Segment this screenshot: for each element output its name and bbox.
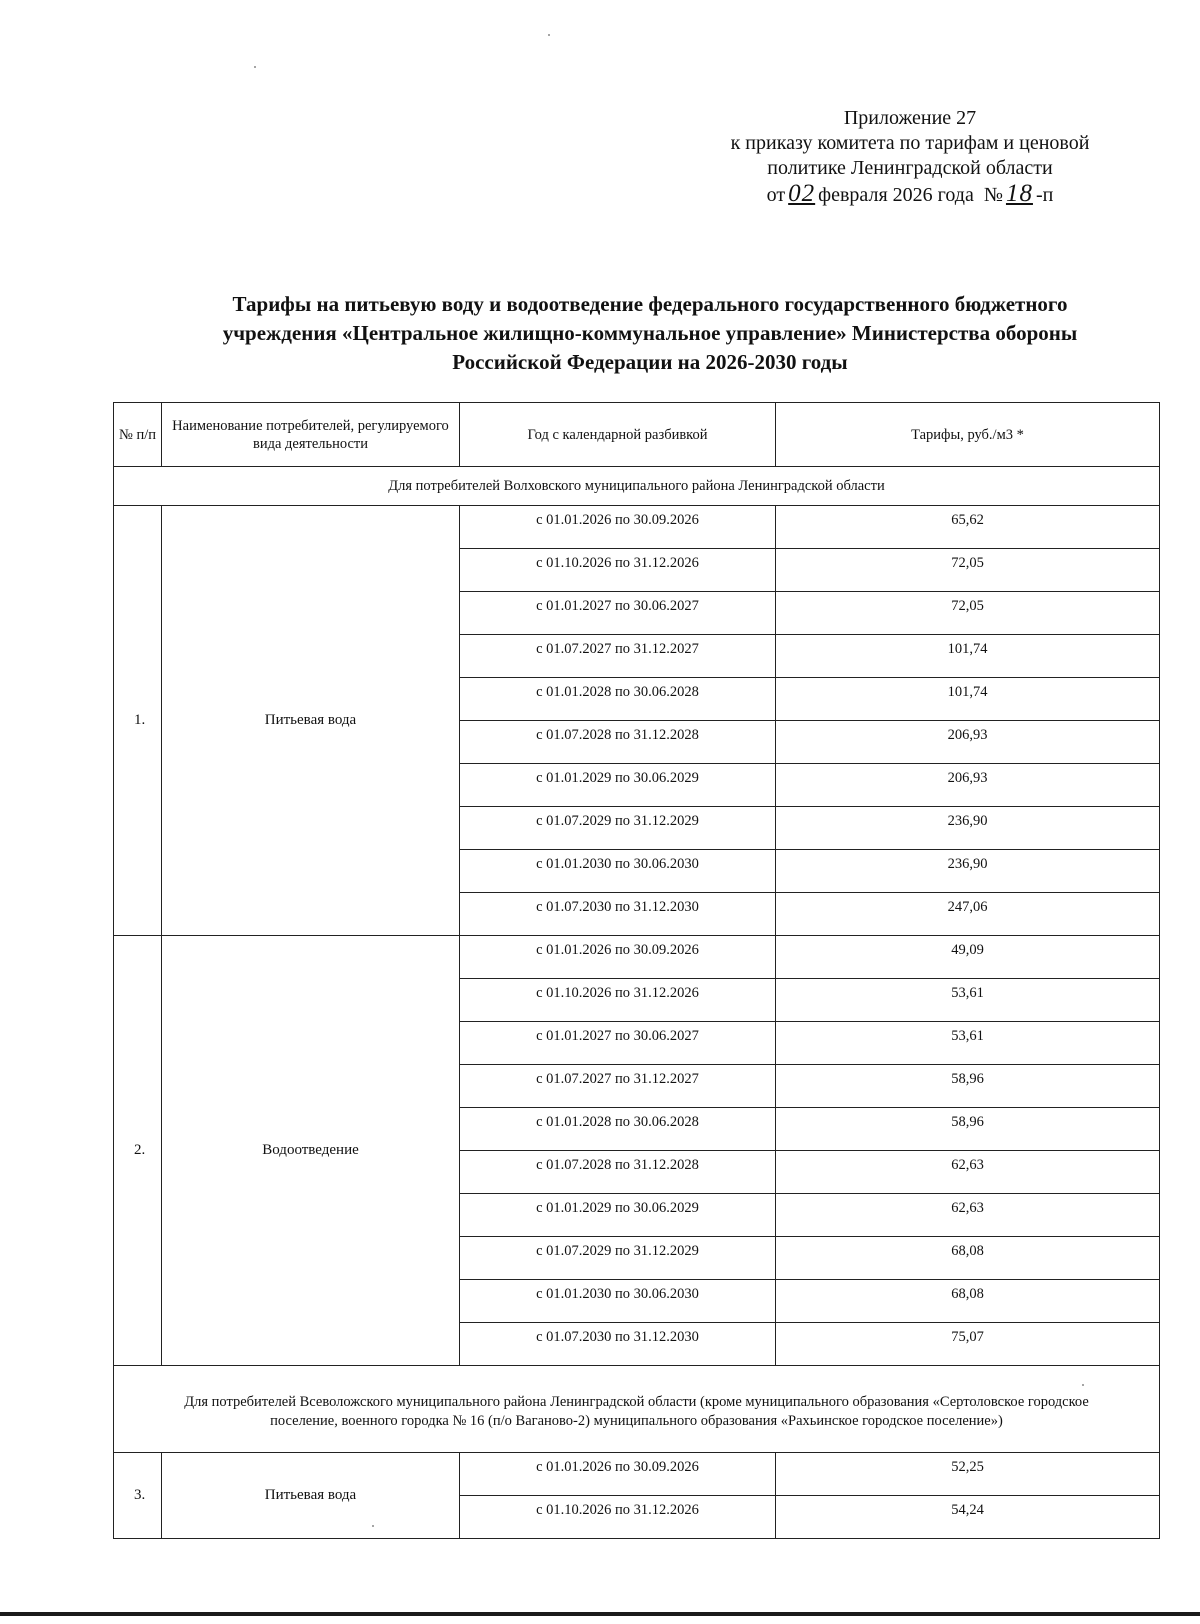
tariff-value-cell: 49,09 (776, 936, 1160, 979)
period-cell: с 01.07.2028 по 31.12.2028 (460, 1151, 776, 1194)
tariff-value-cell: 236,90 (776, 850, 1160, 893)
item-name: Питьевая вода (162, 506, 460, 936)
tariff-value-cell: 72,05 (776, 592, 1160, 635)
annex-line1: Приложение 27 (843, 107, 977, 129)
table-row (114, 936, 1160, 979)
item-number: 3. (114, 1453, 162, 1539)
handwritten-number: 18 (1005, 180, 1033, 207)
title-line3: Российской Федерации на 2026-2030 годы (452, 350, 848, 374)
group-row-vsevolozhsk (114, 1366, 1160, 1453)
month-year: февраля 2026 года (818, 184, 974, 206)
title-line1: Тарифы на питьевую воду и водоотведение федерального государственного бюджетного (232, 292, 1068, 316)
period-cell: с 01.07.2028 по 31.12.2028 (460, 721, 776, 764)
tariff-value-cell: 62,63 (776, 1194, 1160, 1237)
period-cell: с 01.10.2026 по 31.12.2026 (460, 549, 776, 592)
tariff-value-cell: 206,93 (776, 721, 1160, 764)
tariff-value-cell: 53,61 (776, 1022, 1160, 1065)
header-num: № п/п (114, 403, 162, 467)
period-cell: с 01.01.2029 по 30.06.2029 (460, 1194, 776, 1237)
item-number: 1. (114, 506, 162, 936)
tariff-value-cell: 68,08 (776, 1237, 1160, 1280)
item-number: 2. (114, 936, 162, 1366)
tariff-value-cell: 206,93 (776, 764, 1160, 807)
group-label: Для потребителей Всеволожского муниципального района Ленинградской области (кроме муниципального образования «Сертоловское городское поселение, военного городка № 16 (п/о Ваганово-2) муниципального образования «Рахьинское городское поселение») (114, 1366, 1160, 1453)
header-tariff: Тарифы, руб./м3 * (776, 403, 1160, 467)
period-cell: с 01.07.2030 по 31.12.2030 (460, 893, 776, 936)
tariff-value-cell: 75,07 (776, 1323, 1160, 1366)
annex-block (640, 106, 1180, 208)
tariff-value-cell: 68,08 (776, 1280, 1160, 1323)
number-suffix: -п (1035, 184, 1054, 206)
header-name: Наименование потребителей, регулируемого вида деятельности (162, 403, 460, 467)
period-cell: с 01.01.2026 по 30.09.2026 (460, 1453, 776, 1496)
item-name: Питьевая вода (162, 1453, 460, 1539)
table-row (114, 1453, 1160, 1496)
tariff-value-cell: 247,06 (776, 893, 1160, 936)
number-prefix: № (983, 184, 1003, 206)
tariff-value-cell: 58,96 (776, 1065, 1160, 1108)
annex-date-line (640, 181, 1180, 208)
period-cell: с 01.01.2027 по 30.06.2027 (460, 1022, 776, 1065)
group-label: Для потребителей Волховского муниципального района Ленинградской области (114, 467, 1160, 506)
scan-speck (1082, 1384, 1084, 1386)
tariff-value-cell: 101,74 (776, 678, 1160, 721)
table-row (114, 506, 1160, 549)
annex-line3: политике Ленинградской области (767, 157, 1053, 179)
scan-edge-line (0, 1612, 1200, 1616)
period-cell: с 01.07.2029 по 31.12.2029 (460, 1237, 776, 1280)
title-line2: учреждения «Центральное жилищно-коммунальное управление» Министерства обороны (222, 321, 1078, 345)
period-cell: с 01.01.2030 по 30.06.2030 (460, 850, 776, 893)
period-cell: с 01.01.2026 по 30.09.2026 (460, 506, 776, 549)
tariff-value-cell: 58,96 (776, 1108, 1160, 1151)
tariff-value-cell: 236,90 (776, 807, 1160, 850)
tariff-table (113, 402, 1160, 1539)
tariff-value-cell: 72,05 (776, 549, 1160, 592)
tariff-value-cell: 101,74 (776, 635, 1160, 678)
period-cell: с 01.01.2028 по 30.06.2028 (460, 1108, 776, 1151)
period-cell: с 01.01.2029 по 30.06.2029 (460, 764, 776, 807)
scan-speck (372, 1525, 374, 1527)
period-cell: с 01.10.2026 по 31.12.2026 (460, 1496, 776, 1539)
period-cell: с 01.01.2027 по 30.06.2027 (460, 592, 776, 635)
scan-speck (254, 66, 256, 68)
period-cell: с 01.07.2027 по 31.12.2027 (460, 635, 776, 678)
period-cell: с 01.10.2026 по 31.12.2026 (460, 979, 776, 1022)
group-row-volkhov (114, 467, 1160, 506)
tariff-value-cell: 52,25 (776, 1453, 1160, 1496)
tariff-value-cell: 62,63 (776, 1151, 1160, 1194)
tariff-value-cell: 53,61 (776, 979, 1160, 1022)
period-cell: с 01.01.2026 по 30.09.2026 (460, 936, 776, 979)
date-prefix: от (766, 184, 786, 206)
period-cell: с 01.07.2030 по 31.12.2030 (460, 1323, 776, 1366)
annex-line2: к приказу комитета по тарифам и ценовой (730, 132, 1090, 154)
scan-speck (548, 34, 550, 36)
table-header-row (114, 403, 1160, 467)
tariff-value-cell: 54,24 (776, 1496, 1160, 1539)
period-cell: с 01.07.2027 по 31.12.2027 (460, 1065, 776, 1108)
period-cell: с 01.07.2029 по 31.12.2029 (460, 807, 776, 850)
item-name: Водоотведение (162, 936, 460, 1366)
header-period: Год с календарной разбивкой (460, 403, 776, 467)
document-title (120, 290, 1180, 377)
period-cell: с 01.01.2030 по 30.06.2030 (460, 1280, 776, 1323)
tariff-value-cell: 65,62 (776, 506, 1160, 549)
period-cell: с 01.01.2028 по 30.06.2028 (460, 678, 776, 721)
handwritten-day: 02 (788, 180, 816, 207)
